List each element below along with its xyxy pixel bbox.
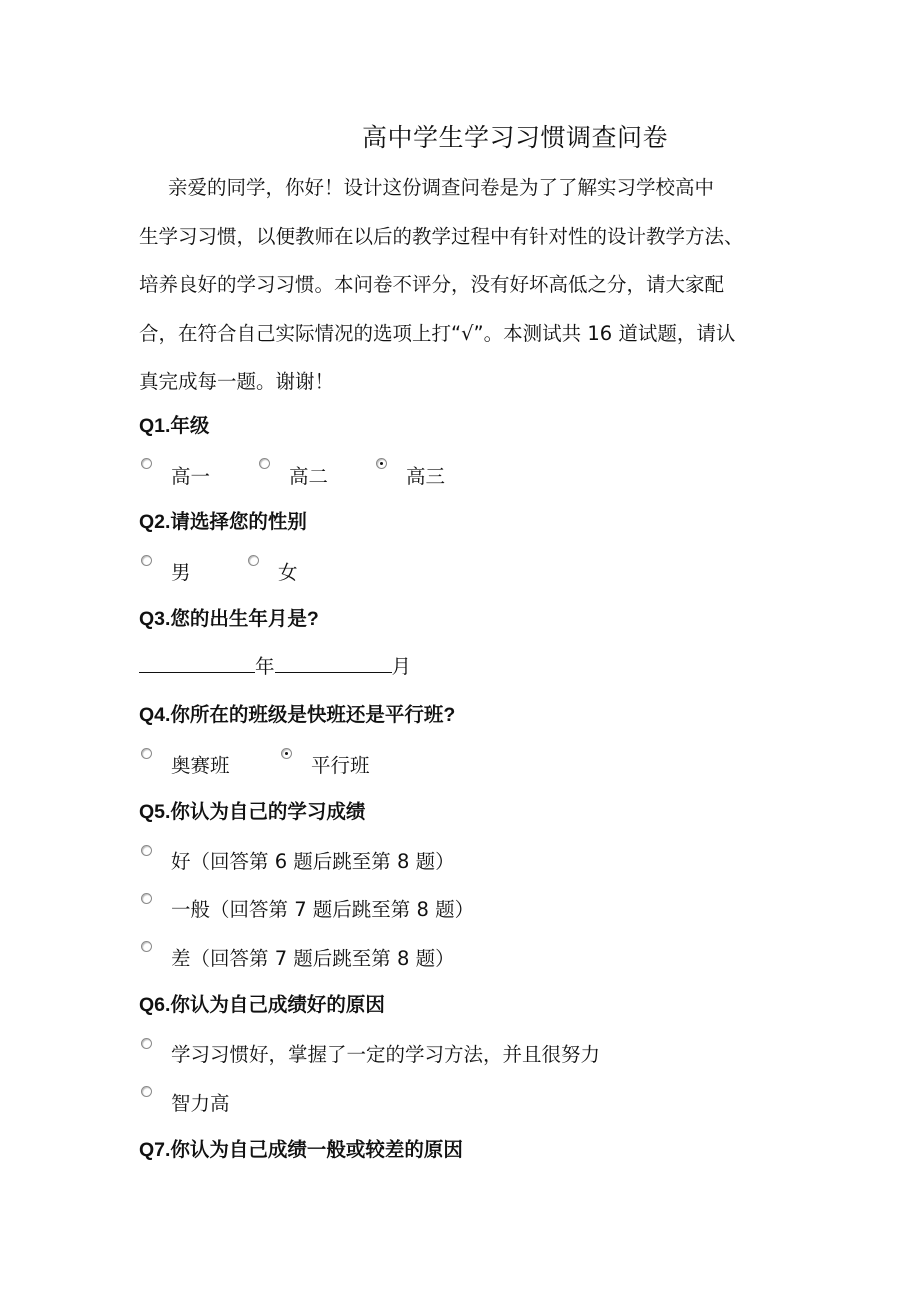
intro-line: 生学习习惯，以便教师在以后的教学过程中有针对性的设计教学方法、	[139, 224, 744, 248]
birth-year-blank[interactable]	[139, 654, 255, 673]
question-6-label: Q6.你认为自己成绩好的原因	[139, 994, 385, 1016]
q2-option-1-label: 男	[171, 561, 191, 584]
q2-option-2-label: 女	[278, 561, 298, 584]
question-5-label: Q5.你认为自己的学习成绩	[139, 801, 366, 823]
q5-option-1-radio[interactable]	[141, 845, 152, 856]
q4-option-2-label: 平行班	[311, 754, 370, 777]
q6-option-2-radio[interactable]	[141, 1086, 152, 1097]
question-3-label: Q3.您的出生年月是?	[139, 608, 319, 630]
q1-option-1-label: 高一	[171, 465, 211, 488]
q1-option-3-label: 高三	[406, 465, 446, 488]
q1-option-3-radio[interactable]	[376, 458, 387, 469]
q4-option-2-radio[interactable]	[281, 748, 292, 759]
q1-option-1-radio[interactable]	[141, 458, 152, 469]
birth-date-fill-in: 年 月	[139, 651, 411, 679]
q6-option-1-label: 学习习惯好，掌握了一定的学习方法，并且很努力	[171, 1043, 601, 1066]
question-1-label: Q1.年级	[139, 415, 210, 437]
q5-option-3-label: 差（回答第 7 题后跳至第 8 题）	[171, 947, 455, 970]
q4-option-1-radio[interactable]	[141, 748, 152, 759]
q4-option-1-label: 奥赛班	[171, 754, 230, 777]
q5-option-3-radio[interactable]	[141, 941, 152, 952]
q5-option-2-label: 一般（回答第 7 题后跳至第 8 题）	[171, 898, 475, 921]
question-4-label: Q4.你所在的班级是快班还是平行班?	[139, 704, 456, 726]
q5-option-1-label: 好（回答第 6 题后跳至第 8 题）	[171, 850, 455, 873]
birth-month-blank[interactable]	[275, 654, 392, 673]
q1-option-2-radio[interactable]	[259, 458, 270, 469]
q2-option-2-radio[interactable]	[248, 555, 259, 566]
q5-option-2-radio[interactable]	[141, 893, 152, 904]
question-7-label: Q7.你认为自己成绩一般或较差的原因	[139, 1139, 463, 1161]
intro-line: 培养良好的学习习惯。本问卷不评分，没有好坏高低之分，请大家配	[139, 273, 725, 296]
q6-option-2-label: 智力高	[171, 1092, 230, 1115]
intro-line: 合，在符合自己实际情况的选项上打“√”。本测试共 16 道试题，请认	[139, 321, 736, 345]
q6-option-1-radio[interactable]	[141, 1038, 152, 1049]
intro-line: 真完成每一题。谢谢！	[139, 370, 335, 393]
page-title: 高中学生学习习惯调查问卷	[361, 123, 668, 152]
intro-paragraph	[139, 164, 799, 407]
question-2-label: Q2.请选择您的性别	[139, 511, 307, 533]
q1-option-2-label: 高二	[289, 465, 329, 488]
intro-line: 亲爱的同学，你好！设计这份调查问卷是为了了解实习学校高中	[168, 176, 715, 199]
q2-option-1-radio[interactable]	[141, 555, 152, 566]
